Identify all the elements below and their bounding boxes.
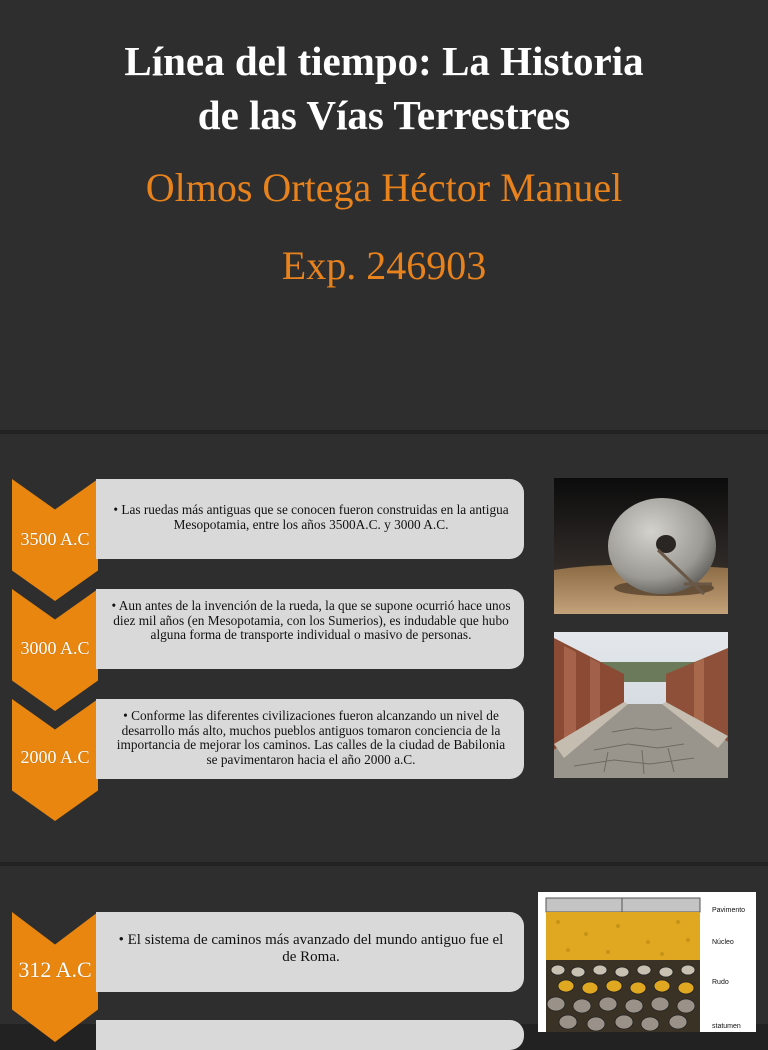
timeline-text-box <box>96 912 524 992</box>
timeline-slide-2 <box>0 866 768 1030</box>
layer-label: statumen <box>712 1023 741 1030</box>
title-line-1: Línea del tiempo: La Historia <box>124 38 644 84</box>
layer-label: Rudo <box>712 979 729 986</box>
layer-label: Pavimento <box>712 907 746 914</box>
timeline-text-box <box>96 589 524 669</box>
timeline-slide-1 <box>0 434 768 862</box>
layer-label: Núcleo <box>712 939 734 946</box>
timeline-text-box-next <box>96 1020 524 1050</box>
timeline-date: 3500 A.C <box>20 529 90 549</box>
timeline-text: • Las ruedas más antiguas que se conocen fueron construidas en la antigua Mesopotamia, entre los años 3500A.C. y 3000 A.C. <box>113 502 509 532</box>
author-name: Olmos Ortega Héctor Manuel <box>145 165 623 210</box>
timeline-date: 3000 A.C <box>20 638 90 658</box>
timeline-text-box <box>96 479 524 559</box>
timeline-text: • Aun antes de la invención de la rueda, la que se supone ocurrió hace unos diez mil años (en Mesopotamia, con los Sumerios), es indudable que hubo alguna forma de transporte individual o masivo de personas. <box>111 598 511 643</box>
timeline-text: • Conforme las diferentes civilizaciones fueron alcanzando un nivel de desarrollo más alto, muchos pueblos antiguos tomaron conciencia de la importancia de mejorar los caminos. Las calles de la ciudad de Babilonia se pavimentaron hacia el año 2000 a.C. <box>116 708 506 767</box>
stone-wheel-photo <box>554 478 728 614</box>
timeline-text: • El sistema de caminos más avanzado del mundo antiguo fue el de Roma. <box>118 932 504 965</box>
timeline-text-box <box>96 699 524 779</box>
road-layers-diagram <box>538 892 756 1032</box>
timeline-date: 2000 A.C <box>20 747 90 767</box>
ancient-roman-street-photo <box>554 632 728 778</box>
timeline-date: 312 A.C <box>18 957 92 982</box>
title-line-2: de las Vías Terrestres <box>197 92 571 138</box>
student-id: Exp. 246903 <box>281 243 487 288</box>
page-title <box>0 34 768 142</box>
title-slide <box>0 0 768 430</box>
